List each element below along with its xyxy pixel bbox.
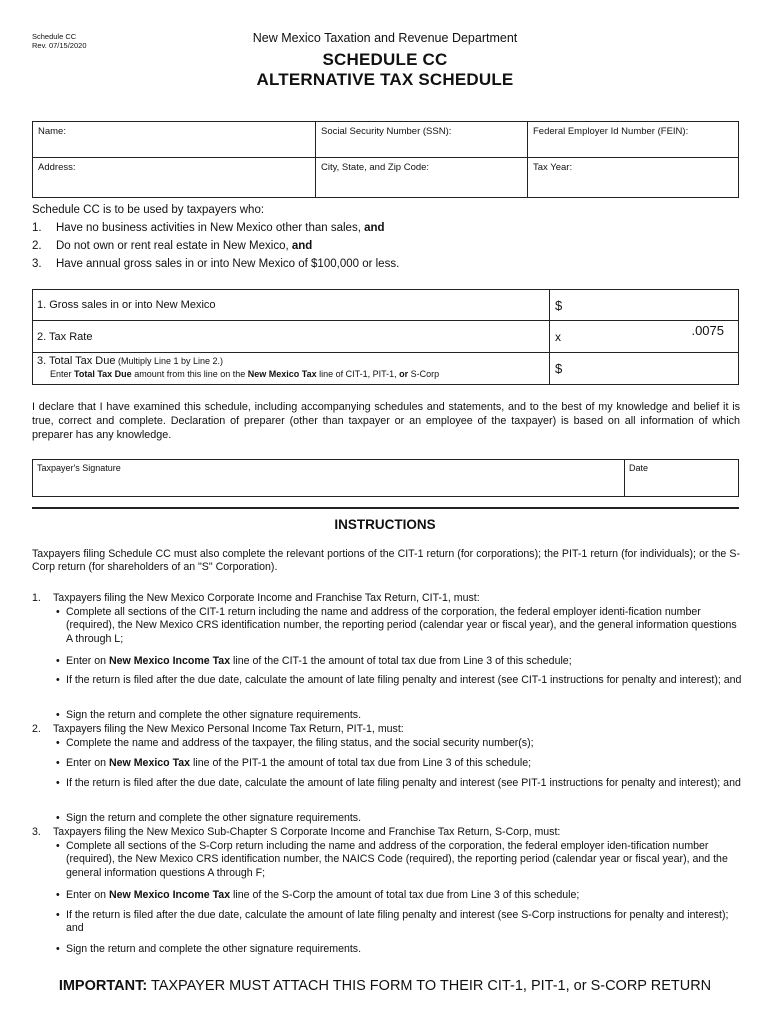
line2-label: 2. Tax Rate	[33, 321, 550, 353]
list-item: • Enter on New Mexico Income Tax line of the CIT-1 the amount of total tax due from Line 3 of this schedule;	[56, 655, 572, 667]
list-item: • Sign the return and complete the other signature requirements.	[56, 943, 362, 955]
section3-number: 3.	[32, 826, 41, 838]
signature-field[interactable]	[33, 460, 625, 497]
divider	[32, 507, 739, 509]
eligibility-intro: Schedule CC is to be used by taxpayers who:	[32, 204, 265, 216]
section1-number: 1.	[32, 592, 41, 604]
form-id: Schedule CC	[32, 32, 77, 41]
page-title: SCHEDULE CC	[322, 50, 448, 69]
fein-field[interactable]	[528, 122, 739, 158]
city-field[interactable]	[316, 158, 528, 198]
list-item: • If the return is filed after the due date, calculate the amount of late filing penalty and interest (see S-Corp instructions for penalty and interest); and	[56, 909, 729, 935]
city-label: City, State, and Zip Code:	[321, 162, 430, 173]
section1-lead: Taxpayers filing the New Mexico Corporate Income and Franchise Tax Return, CIT-1, must:	[53, 592, 480, 604]
department-name: New Mexico Taxation and Revenue Department	[252, 31, 518, 45]
line1-label: 1. Gross sales in or into New Mexico	[33, 290, 550, 321]
multiply-sign: x	[555, 329, 561, 344]
line1-input[interactable]	[550, 290, 739, 321]
section2-lead: Taxpayers filing the New Mexico Personal Income Tax Return, PIT-1, must:	[53, 723, 404, 735]
ssn-label: Social Security Number (SSN):	[321, 126, 452, 137]
name-field[interactable]	[33, 122, 316, 158]
address-field[interactable]	[33, 158, 316, 198]
tax-rate-value: .0075	[691, 323, 724, 338]
form-revision: Rev. 07/15/2020	[32, 41, 87, 50]
eligibility-item	[32, 256, 400, 274]
section2-number: 2.	[32, 723, 41, 735]
eligibility-text: Have no business activities in New Mexico other than sales,	[56, 222, 365, 234]
list-item: • Sign the return and complete the other signature requirements.	[56, 812, 362, 824]
line2-rate	[550, 321, 739, 353]
eligibility-num: 3.	[32, 258, 42, 270]
date-label: Date	[629, 463, 649, 473]
dollar-sign: $	[555, 361, 563, 376]
tax-year-field[interactable]	[528, 158, 739, 198]
eligibility-item	[32, 238, 313, 256]
signature-table	[32, 459, 739, 497]
instructions-heading: INSTRUCTIONS	[334, 517, 436, 532]
eligibility-item	[32, 220, 385, 238]
ssn-field[interactable]	[316, 122, 528, 158]
list-item: • Sign the return and complete the other signature requirements.	[56, 709, 362, 721]
taxpayer-info-table	[32, 121, 739, 198]
list-item: • Complete all sections of the S-Corp return including the name and address of the corporation, the federal employer iden-tification number (required), the New Mexico CRS identification number, the NAICS Code (required), the reporting period (calendar year or fiscal year), and the general information questions A through F;	[56, 840, 728, 879]
eligibility-text: Do not own or rent real estate in New Mexico,	[56, 240, 292, 252]
important-notice	[0, 978, 770, 994]
eligibility-num: 2.	[32, 240, 42, 252]
tax-year-label: Tax Year:	[533, 162, 573, 173]
eligibility-and: and	[291, 240, 313, 252]
list-item: • Enter on New Mexico Income Tax line of the S-Corp the amount of total tax due from Line 3 of this schedule;	[56, 889, 580, 901]
list-item: • If the return is filed after the due date, calculate the amount of late filing penalty and interest (see CIT-1 instructions for penalty and interest); and	[56, 674, 742, 686]
list-item: • Complete all sections of the CIT-1 return including the name and address of the corporation, the federal employer identi-fication number (required), the New Mexico CRS identification number, the reporting period (calendar year or fiscal year), and the general information questions A through L;	[56, 606, 737, 645]
page-subtitle: ALTERNATIVE TAX SCHEDULE	[256, 70, 514, 89]
line3-input[interactable]	[550, 353, 739, 385]
important-text: TAXPAYER MUST ATTACH THIS FORM TO THEIR CIT-1, PIT-1, or S-CORP RETURN	[147, 978, 712, 994]
important-label: IMPORTANT:	[58, 978, 148, 994]
eligibility-text: Have annual gross sales in or into New Mexico of $100,000 or less.	[56, 258, 400, 270]
date-field[interactable]	[625, 460, 739, 497]
line3-title: 3. Total Tax Due	[37, 355, 116, 367]
line3-note: Enter Total Tax Due amount from this line on the New Mexico Tax line of CIT-1, PIT-1, or S-Corp	[50, 369, 440, 379]
line3-paren: (Multiply Line 1 by Line 2.)	[115, 356, 224, 366]
declaration-text: I declare that I have examined this schedule, including accompanying schedules and statements, and to the best of my knowledge and belief it is true, correct and complete. Declaration of preparer (other than taxpayer or an employee of the taxpayer) is based on all information of which preparer has any knowledge.	[32, 401, 740, 441]
tax-lines-table	[32, 289, 739, 385]
name-label: Name:	[38, 126, 66, 137]
list-item: • Enter on New Mexico Tax line of the PIT-1 the amount of total tax due from Line 3 of this schedule;	[56, 757, 532, 769]
instructions-intro: Taxpayers filing Schedule CC must also complete the relevant portions of the CIT-1 return (for corporations); the PIT-1 return (for individuals); or the S-Corp return (for shareholders of an "S" Corporation).	[32, 548, 740, 574]
line3-label	[33, 353, 550, 385]
fein-label: Federal Employer Id Number (FEIN):	[533, 126, 689, 137]
list-item: • If the return is filed after the due date, calculate the amount of late filing penalty and interest (see PIT-1 instructions for penalty and interest); and	[56, 777, 741, 789]
eligibility-and: and	[364, 222, 385, 234]
section3-lead: Taxpayers filing the New Mexico Sub-Chapter S Corporate Income and Franchise Tax Return, S-Corp, must:	[53, 826, 561, 838]
signature-label: Taxpayer's Signature	[37, 463, 121, 473]
dollar-sign: $	[555, 297, 563, 313]
list-item: • Complete the name and address of the taxpayer, the filing status, and the social security number(s);	[56, 737, 534, 749]
eligibility-num: 1.	[32, 222, 42, 234]
address-label: Address:	[38, 162, 76, 173]
